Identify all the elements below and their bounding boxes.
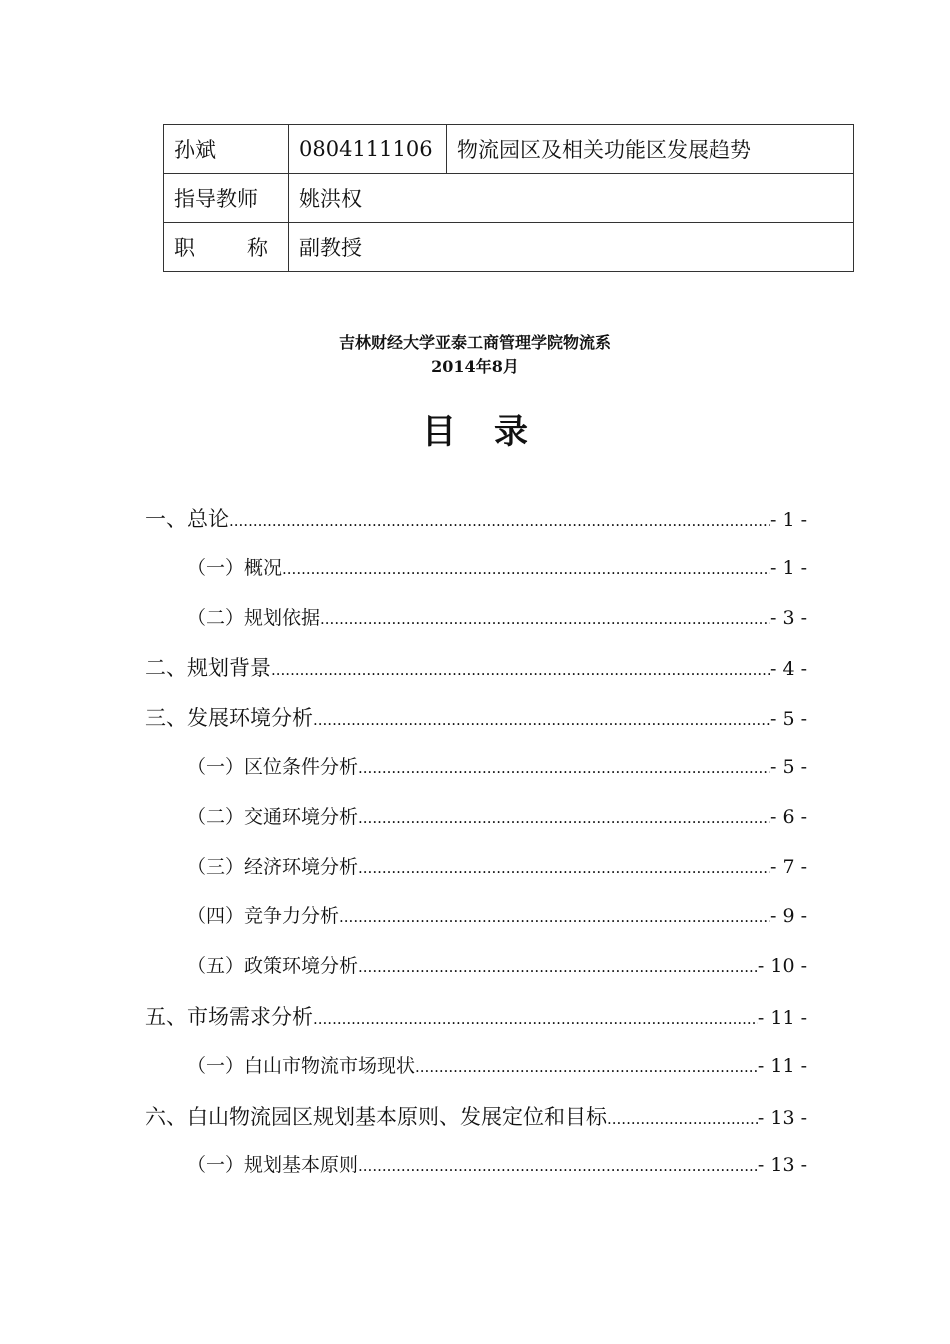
toc-entry-title: （一）规划基本原则 bbox=[187, 1154, 359, 1177]
toc-entry-title: 五、市场需求分析 bbox=[145, 1004, 313, 1029]
academic-title-label-char-1: 职 bbox=[174, 236, 195, 260]
cover-info-table bbox=[163, 124, 854, 272]
table-of-contents bbox=[145, 503, 807, 1200]
toc-page-number: - 4 - bbox=[769, 658, 807, 681]
toc-page-number: - 11 - bbox=[757, 1006, 807, 1029]
toc-entry[interactable] bbox=[145, 901, 807, 951]
toc-entry-title: （二）规划依据 bbox=[187, 606, 321, 629]
toc-page-number: - 9 - bbox=[769, 905, 807, 928]
toc-entry-title: 一、总论 bbox=[145, 507, 229, 531]
toc-entry-title: （三）经济环境分析 bbox=[187, 855, 359, 878]
toc-leader-dots bbox=[313, 711, 770, 729]
academic-title-value: 副教授 bbox=[289, 223, 854, 272]
toc-leader-dots bbox=[313, 1010, 758, 1028]
toc-page-number: - 3 - bbox=[769, 606, 807, 629]
toc-page-number: - 13 - bbox=[757, 1154, 807, 1177]
toc-leader-dots bbox=[271, 661, 770, 679]
toc-entry-title: （一）概况 bbox=[187, 556, 283, 579]
toc-entry[interactable] bbox=[145, 1001, 807, 1051]
title-row bbox=[164, 223, 854, 272]
toc-entry-title: （四）竞争力分析 bbox=[187, 905, 340, 928]
toc-entry[interactable] bbox=[145, 702, 807, 752]
document-date: 2014年8月 bbox=[431, 357, 519, 376]
advisor-row bbox=[164, 174, 854, 223]
toc-entry-title: （二）交通环境分析 bbox=[187, 805, 359, 828]
toc-leader-dots bbox=[358, 759, 770, 777]
toc-page-number: - 11 - bbox=[757, 1054, 807, 1077]
toc-leader-dots bbox=[339, 908, 770, 926]
toc-page-number: - 5 - bbox=[769, 708, 807, 731]
toc-entry-title: （五）政策环境分析 bbox=[187, 955, 359, 978]
toc-entry[interactable] bbox=[145, 802, 807, 852]
academic-title-label-char-2: 称 bbox=[247, 236, 268, 260]
toc-entry[interactable] bbox=[145, 1150, 807, 1200]
toc-leader-dots bbox=[358, 809, 770, 827]
student-id: 0804111106 bbox=[289, 125, 447, 174]
toc-entry-title: 六、白山物流园区规划基本原则、发展定位和目标 bbox=[145, 1104, 607, 1129]
toc-entry-title: 三、发展环境分析 bbox=[145, 706, 313, 731]
advisor-name: 姚洪权 bbox=[289, 174, 854, 223]
toc-entry[interactable] bbox=[145, 503, 807, 553]
organization-name: 吉林财经大学亚泰工商管理学院物流系 bbox=[338, 333, 611, 352]
toc-entry[interactable] bbox=[145, 852, 807, 902]
toc-leader-dots bbox=[320, 610, 770, 628]
toc-page-number: - 1 - bbox=[769, 509, 807, 531]
toc-leader-dots bbox=[358, 859, 770, 877]
toc-entry-title: （一）区位条件分析 bbox=[187, 755, 359, 778]
toc-entry[interactable] bbox=[145, 951, 807, 1001]
toc-entry[interactable] bbox=[145, 1051, 807, 1101]
toc-leader-dots bbox=[358, 958, 758, 976]
advisor-label: 指导教师 bbox=[164, 174, 289, 223]
toc-leader-dots bbox=[229, 512, 770, 530]
toc-page-number: - 10 - bbox=[757, 955, 807, 978]
toc-heading: 目录 bbox=[422, 412, 566, 452]
toc-leader-dots bbox=[282, 560, 770, 578]
toc-leader-dots bbox=[358, 1157, 758, 1175]
toc-leader-dots bbox=[607, 1110, 758, 1128]
student-name: 孙斌 bbox=[164, 125, 289, 174]
toc-page-number: - 5 - bbox=[769, 755, 807, 778]
toc-entry-title: 二、规划背景 bbox=[145, 656, 271, 681]
toc-entry[interactable] bbox=[145, 1101, 807, 1151]
academic-title-label bbox=[164, 223, 289, 272]
toc-entry-title: （一）白山市物流市场现状 bbox=[187, 1054, 416, 1077]
toc-entry[interactable] bbox=[145, 553, 807, 603]
toc-entry[interactable] bbox=[145, 752, 807, 802]
toc-page-number: - 7 - bbox=[769, 855, 807, 878]
toc-page-number: - 6 - bbox=[769, 805, 807, 828]
thesis-topic: 物流园区及相关功能区发展趋势 bbox=[447, 125, 854, 174]
toc-leader-dots bbox=[415, 1058, 758, 1076]
student-row bbox=[164, 125, 854, 174]
toc-page-number: - 1 - bbox=[769, 556, 807, 579]
toc-page-number: - 13 - bbox=[757, 1106, 807, 1129]
toc-entry[interactable] bbox=[145, 652, 807, 702]
toc-entry[interactable] bbox=[145, 603, 807, 653]
